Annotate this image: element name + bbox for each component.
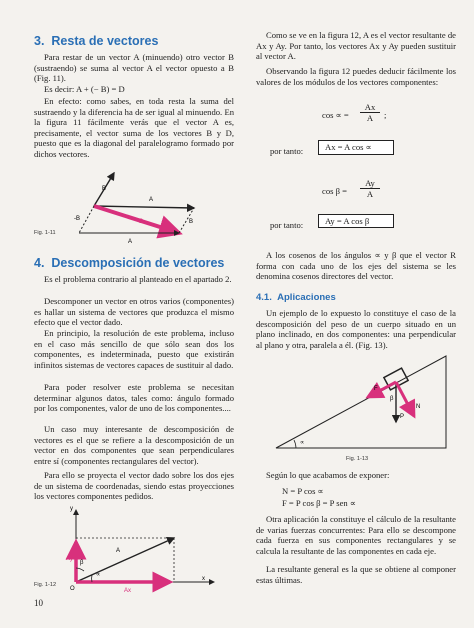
boxed-equation-ax: Ax = A cos ∝ <box>318 140 394 155</box>
equation-f: F = P cos β = P sen ∝ <box>282 498 357 508</box>
section-number: 4. <box>34 256 45 270</box>
fraction <box>360 178 380 199</box>
vector-d-line <box>94 206 179 233</box>
section-3-heading <box>34 34 158 48</box>
label-ay: Ay <box>66 556 73 562</box>
paragraph: Según lo que acabamos de exponer: <box>266 470 390 480</box>
paragraph: A los cosenos de los ángulos ∝ y β que el vector R forma con cada uno de los ejes del sistema se les denomina cosenos directores del vector. <box>256 250 456 282</box>
label-a-top: A <box>149 197 154 203</box>
paragraph: La resultante general es la que se obtiene al componer estas últimas. <box>256 564 456 585</box>
equation-cos-beta: cos β = <box>322 186 347 196</box>
paragraph: Para poder resolver este problema se necesitan determinar algunos datos, tales como: ángulo formado por los componentes, valor de uno de los componentes.... <box>34 382 234 414</box>
fraction <box>360 102 380 123</box>
figure-1-12 <box>34 500 234 600</box>
page-number: 10 <box>34 598 43 608</box>
paragraph: Descomponer un vector en otros varios (componentes) es hallar un sistema de vectores que produzca el mismo efecto que el vector dado. <box>34 296 234 328</box>
equation-n: N = P cos ∝ <box>282 486 324 496</box>
figure-1-11 <box>34 168 234 248</box>
label-a: A <box>116 548 121 554</box>
figure-caption: Fig. 1-11 <box>34 230 56 236</box>
label-ax: Ax <box>124 588 132 594</box>
section-title: Aplicaciones <box>277 292 336 303</box>
label-minus-b: -B <box>74 216 80 222</box>
equation-cos-alpha <box>322 110 349 121</box>
fraction-numerator: Ay <box>360 178 380 189</box>
label-f: F <box>374 386 378 392</box>
dashed-line <box>79 206 94 233</box>
inclined-plane <box>276 356 446 448</box>
boxed-equation-ay: Ay = A cos β <box>318 214 394 228</box>
paragraph: Como se ve en la figura 12, A es el vector resultante de Ax y Ay. Por tanto, los vectores Ax y Ay pueden sustituir al vector A. <box>256 30 456 62</box>
label-d: D <box>139 219 144 225</box>
section-title: Resta de vectores <box>51 34 159 48</box>
vector-n <box>396 382 414 416</box>
section-4-heading <box>34 256 224 270</box>
fraction-denominator: A <box>366 113 374 123</box>
paragraph: Otra aplicación la constituye el cálculo de la resultante de varias fuerzas concurrentes: Para ello se descompone cada fuerza en sus componentes rectangulares y se calcula la resultante de las componentes en cada eje. <box>256 514 456 556</box>
figure-1-13 <box>256 352 456 452</box>
vector-a <box>76 538 174 582</box>
section-number: 4.1. <box>256 292 272 303</box>
label-y: y <box>70 506 73 512</box>
paragraph: Para ello se proyecta el vector dado sobre los dos ejes de un sistema de coordenadas, siendo estas proyecciones los vectores componentes pedidos. <box>34 470 234 502</box>
equation-tail: ; <box>384 110 387 120</box>
label-beta: β <box>80 560 84 566</box>
paragraph: Un ejemplo de lo expuesto lo constituye el caso de la descomposición del peso de un cuerpo situado en un plano inclinado, en dos componentes: una perpendicular al plano y otra, paralela a él. (Fig. 13). <box>256 308 456 350</box>
label-n: N <box>416 404 421 410</box>
fraction-numerator: Ax <box>360 102 380 113</box>
equation-label: por tanto: <box>270 220 304 230</box>
paragraph: Es el problema contrario al planteado en el apartado 2. <box>44 274 232 284</box>
section-4-1-heading <box>256 292 336 303</box>
section-number: 3. <box>34 34 45 48</box>
label-alpha: ∝ <box>96 572 101 578</box>
vector-a-line <box>94 206 194 208</box>
label-o: O <box>70 586 75 592</box>
paragraph: Un caso muy interesante de descomposición de vectores es el que se refiere a la descomposición de un vector en dos componentes que sean perpendiculares entre sí (componentes rectangulares del vector). <box>34 424 234 466</box>
equation-text: Es decir: A + (− B) = D <box>44 84 125 94</box>
equation-left: cos ∝ = <box>322 110 349 120</box>
label-a-bottom: A <box>128 239 133 245</box>
paragraph: Observando la figura 12 puedes deducir fácilmente los valores de los módulos de los vectores componentes: <box>256 66 456 87</box>
paragraph: Para restar de un vector A (minuendo) otro vector B (sustraendo) se suma al vector A el vector opuesto a B (Fig. 11). <box>34 52 234 84</box>
label-b: B <box>102 186 107 192</box>
label-beta: β <box>390 396 394 402</box>
label-b-right: B <box>189 219 194 225</box>
label-p: P <box>400 414 405 420</box>
section-title: Descomposición de vectores <box>51 256 225 270</box>
label-alpha: ∝ <box>300 440 305 446</box>
fraction-denominator: A <box>366 189 374 199</box>
label-x: x <box>202 576 205 582</box>
figure-caption: Fig. 1-13 <box>346 456 369 462</box>
alpha-arc <box>294 440 296 448</box>
paragraph: En principio, la resolución de este problema, incluso en el caso más sencillo de que sólo sean dos los componentes, es indeterminada, puesto que existirán infinitos sistemas de vectores capaces de sustituir al dado. <box>34 328 234 370</box>
equation-label: por tanto: <box>270 146 304 156</box>
figure-caption: Fig. 1-12 <box>34 582 57 588</box>
paragraph: En efecto: como sabes, en toda resta la suma del sustraendo y la diferencia ha de ser igual al minuendo. En la figura 11 fácilmente verás que el vector A es, precisamente, el vector suma de los vectores B y D, puesto que es la diagonal del paralelogramo formado por dichos vectores. <box>34 96 234 159</box>
